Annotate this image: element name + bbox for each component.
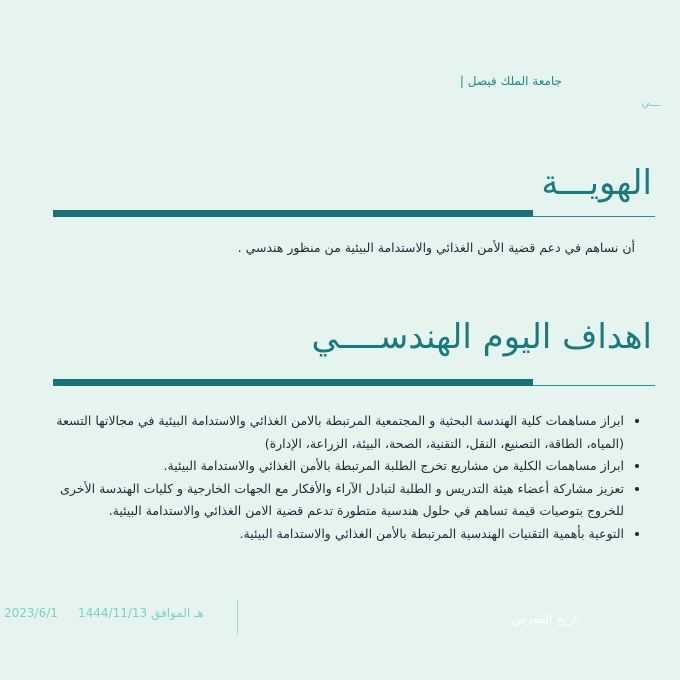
goal-item: • ابراز مساهمات كلية الهندسة البحثية و المجتمعية المرتبطة بالامن الغذائي والاستدامة البيئية في مجالاتها التسعة (المياه، الطاقة، التصنيع، النقل، التقنية، الصحة، البيئة، الزراعة، الإدارة) [24, 410, 624, 455]
footer-exhibition-label: تاريخ المعرض [511, 612, 580, 626]
footer-hijri-date: 1444/11/13 هـ الموافق [78, 606, 204, 620]
brand-header: جامعة الملك فيصل | [459, 74, 562, 88]
goal-item: • تعزيز مشاركة أعضاء هيئة التدريس و الطلبة لتبادل الآراء والأفكار مع الجهات الخارجية و كليات الهندسة الأخرى للخروج بتوصيات قيمة تساهم في حلول هندسية متطورة تدعم قضية الامن الغذائي والاستدامة البيئية. [24, 478, 624, 523]
goal-item: • ابراز مساهمات الكلية من مشاريع تخرج الطلبة المرتبطة بالأمن الغذائي والاستدامة البيئية. [24, 455, 624, 478]
identity-text: أن نساهم في دعم قضية الأمن الغذائي والاستدامة البيئية من منظور هندسي . [237, 240, 635, 255]
identity-thin-line [533, 216, 655, 217]
goal-item: • التوعية بأهمية التقنيات الهندسية المرتبطة بالأمن الغذائي والاستدامة البيئية. [24, 523, 624, 546]
identity-heading: الهويـــة [541, 163, 652, 203]
brand-subheader: ـــي [641, 96, 660, 109]
goals-list [24, 410, 638, 545]
footer-greg-date: 2023/6/1 [4, 606, 58, 620]
goals-heading: اهداف اليوم الهندســــي [311, 317, 652, 357]
goals-bar [53, 379, 533, 386]
goals-thin-line [533, 385, 655, 386]
identity-bar [53, 210, 533, 217]
footer-divider [237, 600, 238, 635]
